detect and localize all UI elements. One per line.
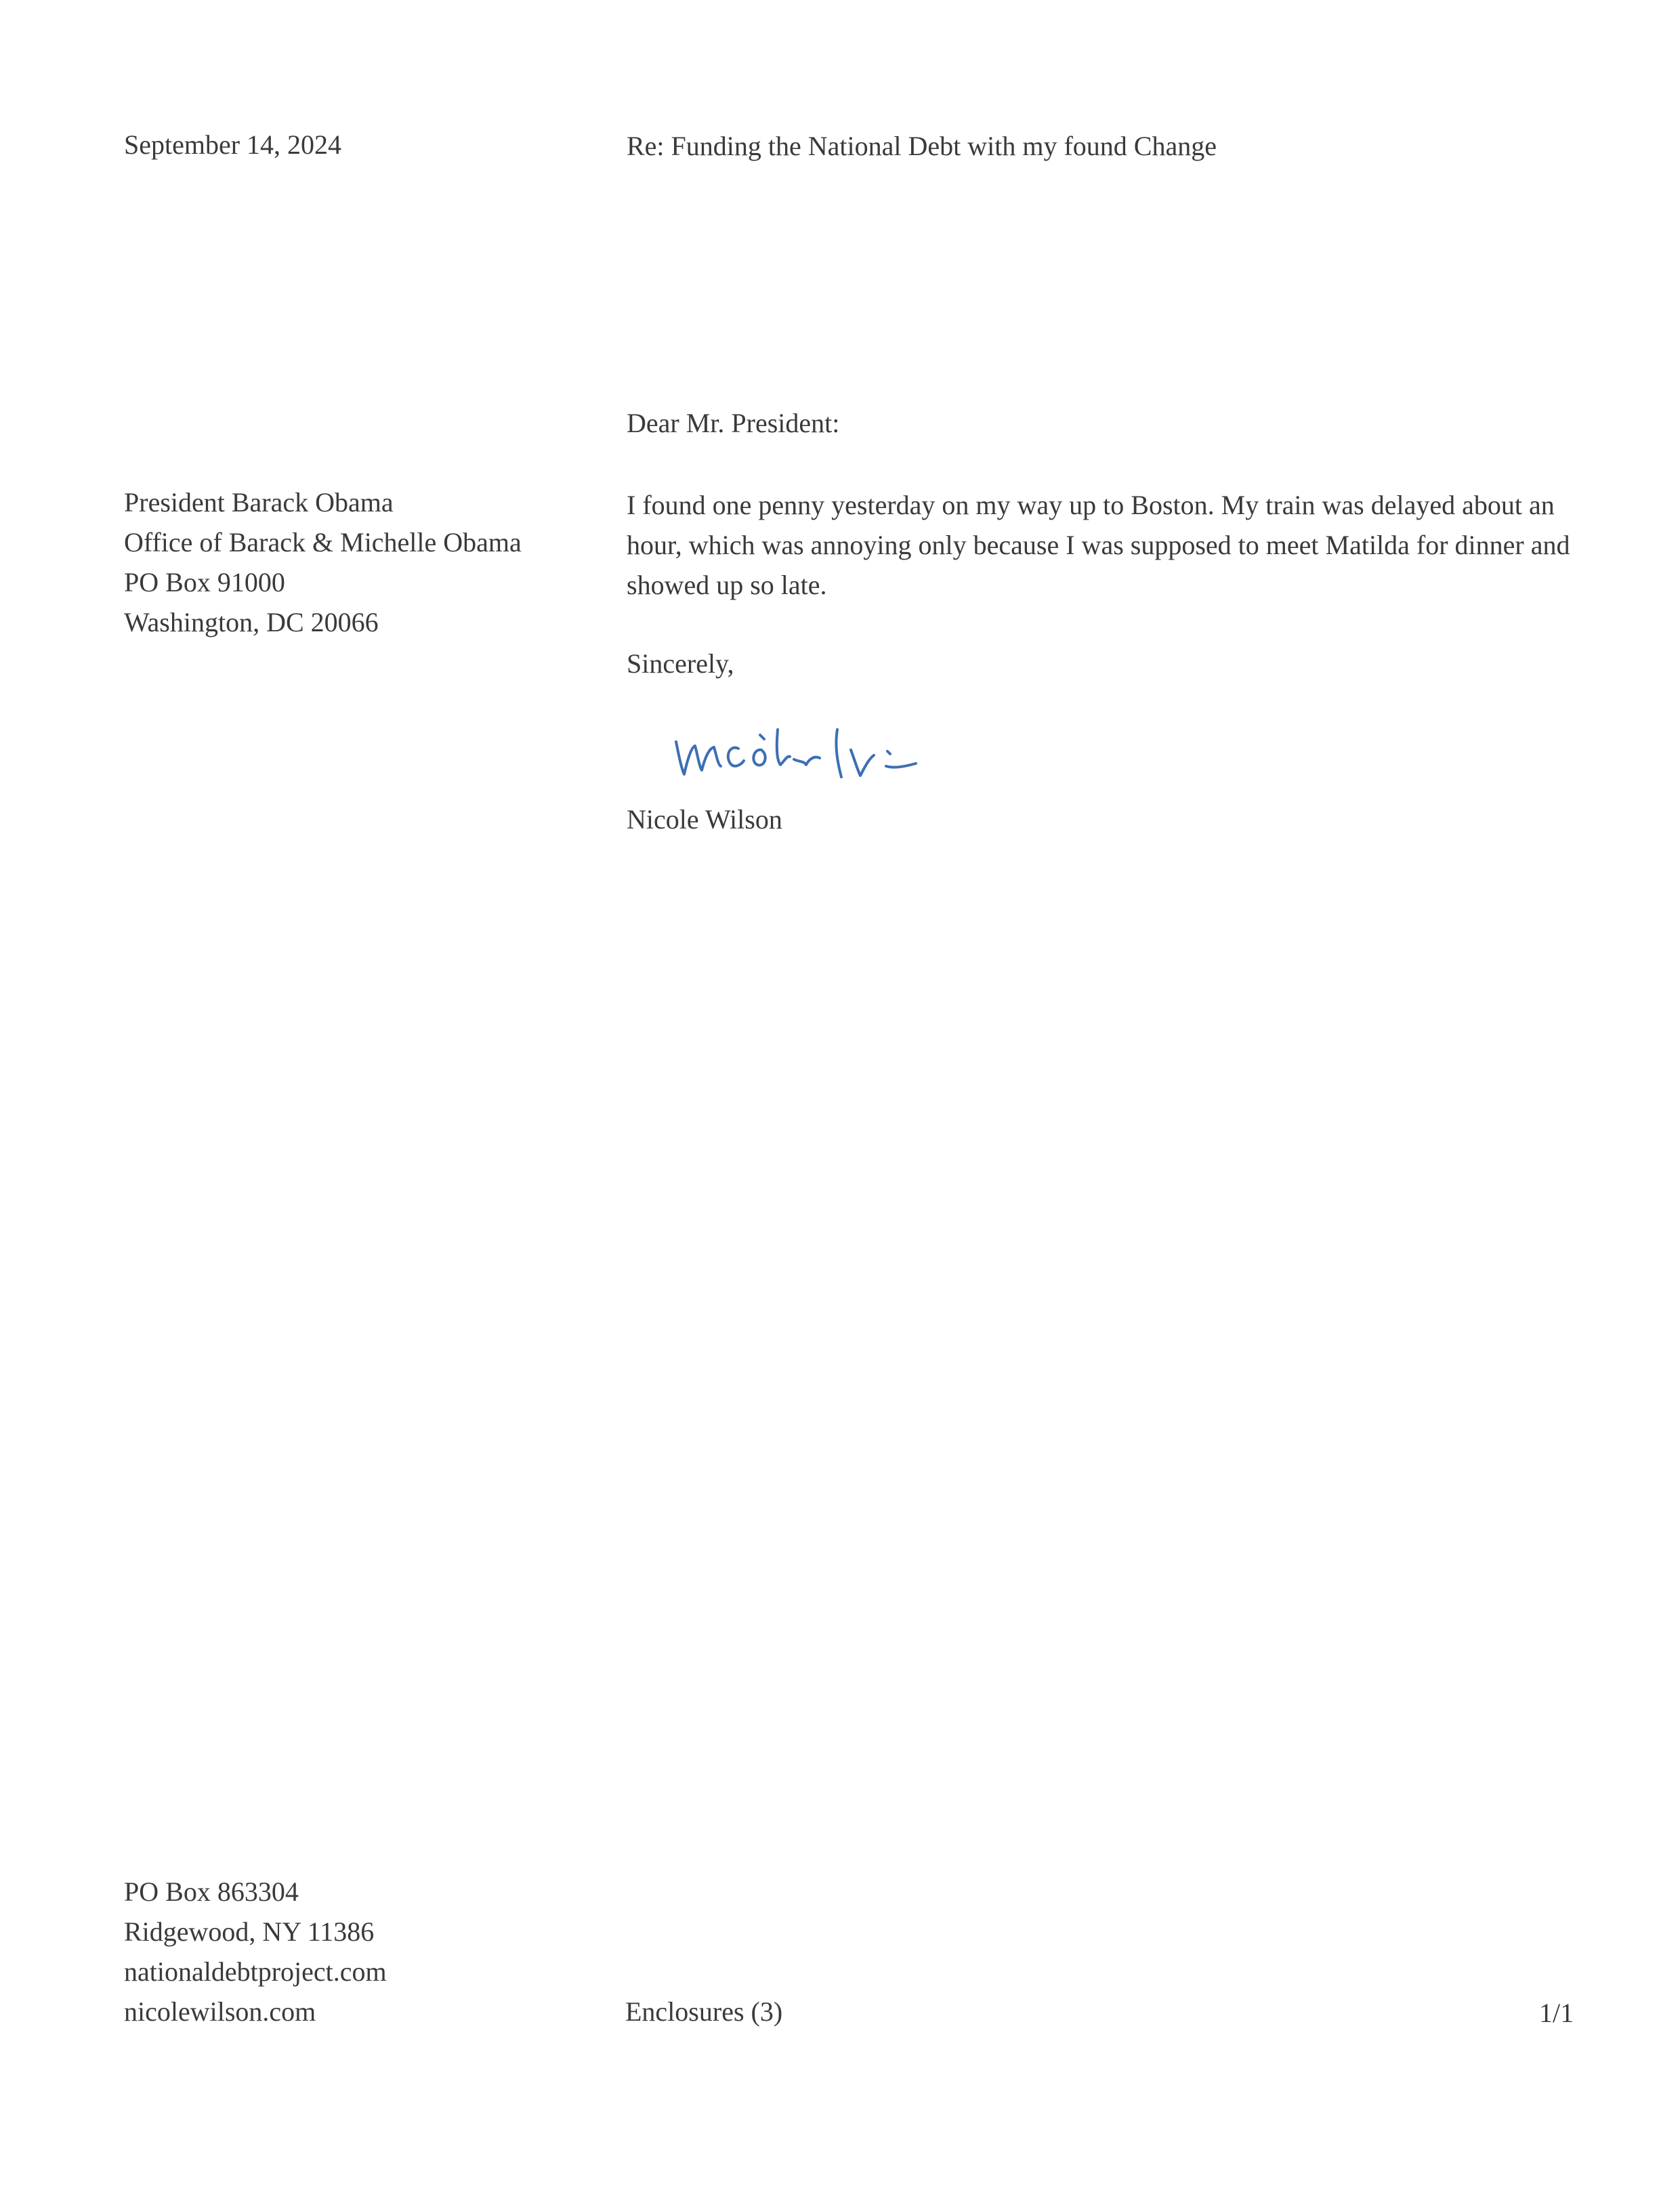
recipient-city: Washington, DC 20066: [124, 607, 379, 637]
letter-subject: Re: Funding the National Debt with my found Change: [627, 131, 1217, 161]
website-project: nationaldebtproject.com: [124, 1956, 387, 1987]
handwritten-signature: [671, 715, 942, 789]
website-personal: nicolewilson.com: [124, 1996, 316, 2027]
closing: Sincerely,: [627, 648, 734, 679]
recipient-name: President Barack Obama: [124, 487, 394, 518]
salutation: Dear Mr. President:: [627, 408, 840, 438]
recipient-office: Office of Barack & Michelle Obama: [124, 527, 522, 557]
letter-body: I found one penny yesterday on my way up to Boston. My train was delayed about an hour, which was annoying only because I was supposed to meet Matilda for dinner and showed up so late.: [627, 490, 1570, 600]
signer-name: Nicole Wilson: [627, 804, 782, 835]
sender-po-box: PO Box 863304: [124, 1876, 299, 1907]
sender-address: [124, 1872, 387, 2032]
sender-city: Ridgewood, NY 11386: [124, 1916, 375, 1947]
recipient-po-box: PO Box 91000: [124, 567, 285, 597]
letter-date: September 14, 2024: [124, 129, 342, 160]
enclosures-note: Enclosures (3): [625, 1996, 783, 2027]
page-number: 1/1: [1539, 1998, 1574, 2028]
recipient-address: [124, 482, 522, 642]
